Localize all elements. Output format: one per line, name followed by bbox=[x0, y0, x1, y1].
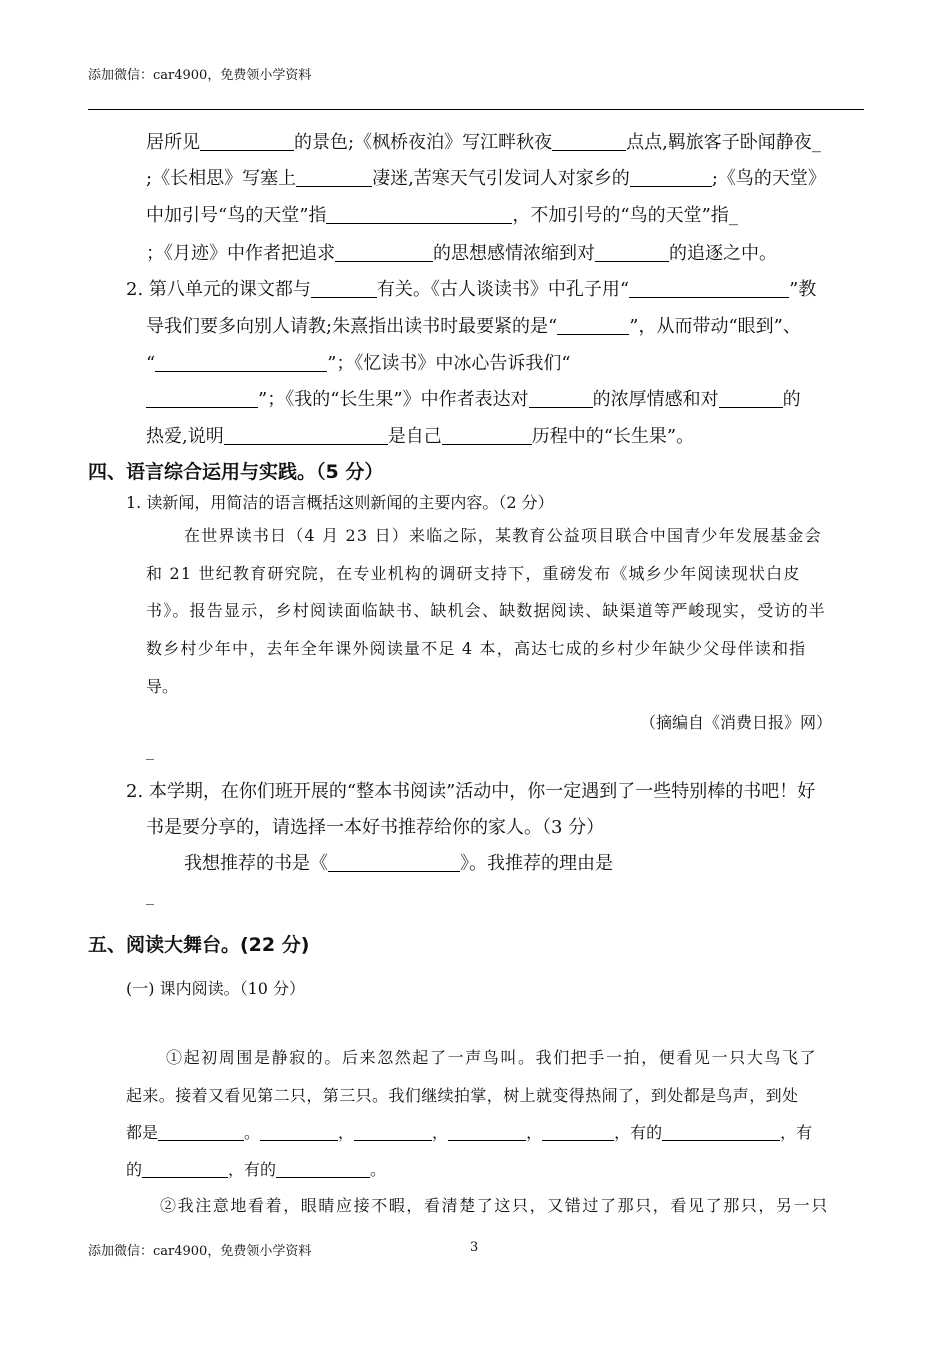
answer-line[interactable]: _ bbox=[146, 741, 154, 760]
text: 凄迷,苦寒天气引发词人对家乡的 bbox=[372, 168, 630, 189]
text: 的浓厚情感和对 bbox=[592, 389, 719, 410]
blank[interactable] bbox=[552, 132, 626, 151]
text: 居所见 bbox=[146, 132, 200, 153]
s4-question-2-line-2: 书是要分享的，请选择一本好书推荐给你的家人。（3 分） bbox=[146, 817, 605, 838]
text: ;《鸟的天堂》 bbox=[711, 168, 826, 189]
text: ”；《我的“长生果”》中作者表达对 bbox=[258, 389, 529, 410]
question-2-line-1 bbox=[126, 275, 816, 301]
page-footer: 添加微信：car4900，免费领小学资料 bbox=[88, 1244, 312, 1259]
text: 是自己 bbox=[387, 426, 442, 447]
text: ”教 bbox=[789, 279, 817, 300]
blank[interactable] bbox=[155, 353, 327, 372]
blank[interactable] bbox=[311, 279, 377, 298]
s4-question-1: 1. 读新闻，用简洁的语言概括这则新闻的主要内容。（2 分） bbox=[126, 493, 554, 512]
passage-p2-line-1: ②我注意地看着，眼睛应接不暇，看清楚了这只，又错过了那只，看见了那只，另一只 bbox=[160, 1196, 829, 1215]
text: _ bbox=[811, 132, 821, 153]
text: ， bbox=[338, 1123, 355, 1142]
text: 中加引号“鸟的天堂”指 bbox=[146, 205, 327, 226]
blank[interactable] bbox=[260, 1122, 338, 1141]
blank[interactable] bbox=[354, 1122, 432, 1141]
text: 。 bbox=[370, 1160, 387, 1179]
text: 的追逐之中。 bbox=[669, 243, 777, 264]
text: ，有的 bbox=[614, 1123, 663, 1142]
text: 历程中的“长生果”。 bbox=[531, 426, 695, 447]
fill-line-1 bbox=[146, 128, 821, 154]
news-source: （摘编自《消费日报》网） bbox=[640, 713, 833, 732]
text: 都是 bbox=[126, 1123, 159, 1142]
passage-p1-line-3 bbox=[126, 1120, 812, 1143]
blank[interactable] bbox=[595, 243, 669, 262]
text: ，不加引号的“鸟的天堂”指 bbox=[512, 205, 729, 226]
question-2-line-5 bbox=[146, 422, 694, 448]
section-4-title: 四、语言综合运用与实践。（5 分） bbox=[88, 461, 384, 483]
blank[interactable] bbox=[158, 1122, 244, 1141]
blank[interactable] bbox=[448, 1122, 526, 1141]
text: ， bbox=[432, 1123, 449, 1142]
passage-p1-line-1: ①起初周围是静寂的。后来忽然起了一声鸟叫。我们把手一拍，便看见一只大鸟飞了 bbox=[166, 1048, 818, 1067]
blank[interactable] bbox=[224, 426, 388, 445]
question-2-line-2 bbox=[146, 312, 801, 338]
blank[interactable] bbox=[719, 389, 783, 408]
text: 点点,羁旅客子卧闻静夜 bbox=[626, 132, 812, 153]
text: 有关。《古人谈读书》中孔子用“ bbox=[376, 279, 630, 300]
text: ”，从而带动“眼到”、 bbox=[629, 316, 801, 337]
text: 热爱,说明 bbox=[146, 426, 224, 447]
blank[interactable] bbox=[629, 279, 789, 298]
text: 。 bbox=[244, 1123, 261, 1142]
blank[interactable] bbox=[630, 168, 712, 187]
blank[interactable] bbox=[200, 132, 294, 151]
text: ”；《忆读书》中冰心告诉我们“ bbox=[327, 353, 571, 374]
text: ，有的 bbox=[228, 1160, 277, 1179]
blank[interactable] bbox=[296, 168, 372, 187]
blank[interactable] bbox=[557, 316, 629, 335]
text: 我想推荐的书是《 bbox=[184, 853, 328, 874]
text: ，有 bbox=[780, 1123, 813, 1142]
blank[interactable] bbox=[276, 1159, 370, 1178]
text: 》。我推荐的理由是 bbox=[460, 853, 613, 874]
fill-line-2 bbox=[146, 164, 826, 190]
blank[interactable] bbox=[142, 1159, 228, 1178]
text: 的 bbox=[126, 1160, 143, 1179]
s4-question-2-line-1: 2. 本学期，在你们班开展的“整本书阅读”活动中，你一定遇到了一些特别棒的书吧！好 bbox=[126, 781, 816, 802]
question-2-line-3 bbox=[146, 349, 571, 375]
question-2-line-4 bbox=[146, 385, 801, 411]
header-rule bbox=[88, 109, 864, 110]
text: 的思想感情浓缩到对 bbox=[433, 243, 595, 264]
text: ， bbox=[526, 1123, 543, 1142]
text: 导我们要多向别人请教;朱熹指出读书时最要紧的是“ bbox=[146, 316, 558, 337]
text: 的景色;《枫桥夜泊》写江畔秋夜 bbox=[294, 132, 553, 153]
passage-p1-line-4 bbox=[126, 1157, 386, 1180]
blank[interactable] bbox=[326, 205, 512, 224]
section-5-sub: (一) 课内阅读。（10 分） bbox=[126, 979, 306, 998]
text: ;《长相思》写塞上 bbox=[146, 168, 297, 189]
passage-p1-line-2: 起来。接着又看见第二只，第三只。我们继续拍掌，树上就变得热闹了，到处都是鸟声，到处 bbox=[126, 1086, 799, 1105]
news-line-1: 在世界读书日（4 月 23 日）来临之际，某教育公益项目联合中国青少年发展基金会 bbox=[184, 526, 822, 545]
news-line-4: 数乡村少年中，去年全年课外阅读量不足 4 本，高达七成的乡村少年缺少父母伴读和指 bbox=[146, 639, 807, 658]
page-number: 3 bbox=[470, 1240, 479, 1255]
fill-line-3 bbox=[146, 201, 738, 227]
page-header: 添加微信：car4900，免费领小学资料 bbox=[88, 68, 312, 83]
text: _ bbox=[728, 205, 738, 226]
news-line-5: 导。 bbox=[146, 677, 179, 696]
blank[interactable] bbox=[542, 1122, 614, 1141]
section-5-title: 五、阅读大舞台。(22 分) bbox=[88, 934, 310, 956]
news-line-3: 书》。报告显示，乡村阅读面临缺书、缺机会、缺数据阅读、缺渠道等严峻现实，受访的半 bbox=[146, 601, 827, 620]
text: 的 bbox=[782, 389, 801, 410]
book-title-blank[interactable] bbox=[328, 853, 460, 872]
s4-question-2-line-3 bbox=[184, 849, 613, 875]
news-line-2: 和 21 世纪教育研究院，在专业机构的调研支持下，重磅发布《城乡少年阅读现状白皮 bbox=[146, 564, 801, 583]
fill-line-4 bbox=[146, 239, 777, 265]
blank[interactable] bbox=[442, 426, 532, 445]
text: “ bbox=[146, 353, 156, 374]
text: ；《月迹》中作者把追求 bbox=[146, 243, 335, 264]
text: 2. 第八单元的课文都与 bbox=[126, 279, 311, 300]
blank[interactable] bbox=[529, 389, 593, 408]
blank[interactable] bbox=[662, 1122, 780, 1141]
blank[interactable] bbox=[335, 243, 433, 262]
answer-line-2[interactable]: _ bbox=[146, 886, 154, 905]
blank[interactable] bbox=[146, 389, 258, 408]
